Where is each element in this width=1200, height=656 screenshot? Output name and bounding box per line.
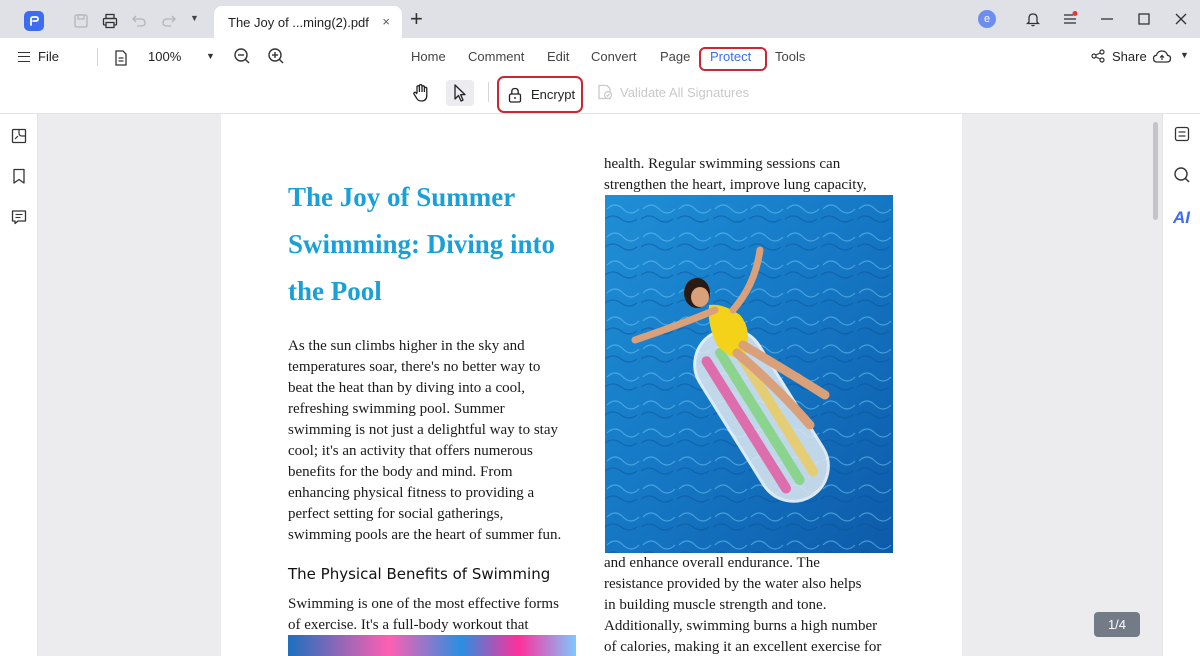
title-line: Swimming: Diving into (288, 229, 556, 259)
text-line: and enhance overall endurance. The (604, 555, 820, 571)
text-line: As the sun climbs higher in the sky and (288, 338, 525, 354)
print-icon[interactable] (101, 12, 119, 30)
hamburger-icon (18, 52, 30, 62)
quick-access-dropdown-icon[interactable]: ▼ (190, 13, 199, 23)
encrypt-button[interactable] (497, 76, 583, 113)
left-sidebar (0, 114, 38, 656)
comment-icon[interactable] (10, 208, 28, 226)
protect-tab-highlight (699, 47, 767, 71)
title-line: the Pool (288, 276, 382, 306)
text-line: strengthen the heart, improve lung capacity, (604, 177, 867, 193)
share-button[interactable] (1090, 48, 1147, 64)
text-line: of exercise. It's a full-body workout that (288, 617, 529, 633)
title-line: The Joy of Summer (288, 182, 516, 212)
pointer-icon[interactable] (446, 80, 474, 106)
text-line: Additionally, swimming burns a high number (604, 618, 878, 634)
text-line: resistance provided by the water also helps (604, 576, 862, 592)
right-sidebar (1162, 114, 1200, 656)
thumbnail-icon[interactable] (10, 127, 28, 145)
text-line: health. Regular swimming sessions can (604, 156, 841, 172)
section-heading: The Physical Benefits of Swimming (288, 565, 551, 583)
undo-icon[interactable] (130, 12, 148, 30)
file-menu-button[interactable] (18, 49, 59, 64)
text-line: swimming pools are the heart of summer fun. (288, 527, 562, 543)
toolbar (0, 38, 1200, 114)
page-indicator: 1/4 (1094, 612, 1140, 637)
pool-floats-image (288, 635, 576, 656)
signature-check-icon (596, 83, 614, 101)
minimize-icon[interactable] (1098, 10, 1116, 28)
bookmark-icon[interactable] (10, 167, 28, 185)
share-icon (1090, 48, 1106, 64)
document-tab-title: The Joy of ...ming(2).pdf (228, 15, 369, 30)
intro-paragraph (288, 336, 588, 546)
ai-assistant-button[interactable]: AI (1173, 208, 1190, 227)
text-line: enhancing physical fitness to providing a (288, 485, 535, 501)
tab-tools[interactable]: Tools (775, 49, 806, 64)
document-tab[interactable] (214, 6, 402, 38)
title-bar (0, 0, 1200, 38)
text-line: perfect setting for social gatherings, (288, 506, 504, 522)
zoom-dropdown-icon[interactable]: ▼ (206, 51, 215, 61)
search-icon[interactable] (1173, 166, 1191, 184)
toolbar-divider (97, 48, 98, 66)
validate-signatures-label: Validate All Signatures (620, 84, 750, 100)
more-dropdown-icon[interactable]: ▼ (1180, 50, 1189, 60)
properties-icon[interactable] (1173, 125, 1191, 143)
tab-protect[interactable]: Protect (710, 49, 752, 64)
column2-paragraph-top (604, 154, 904, 196)
avatar[interactable]: e (978, 10, 996, 28)
page-view-icon[interactable] (113, 49, 129, 72)
text-line: temperatures soar, there's no better way to (288, 359, 541, 375)
redo-icon[interactable] (160, 12, 178, 30)
column2-paragraph-bottom (604, 553, 904, 656)
share-label: Share (1112, 48, 1147, 64)
validate-signatures-button[interactable] (596, 83, 749, 101)
tab-home[interactable]: Home (411, 49, 446, 64)
document-title (288, 174, 588, 315)
vertical-scrollbar[interactable] (1153, 122, 1158, 220)
text-line: swimming is not just a delightful way to stay (288, 422, 558, 438)
text-line: of calories, making it an excellent exercise for (604, 639, 882, 655)
zoom-level[interactable]: 100% (148, 49, 182, 64)
tab-convert[interactable]: Convert (591, 49, 637, 64)
benefits-paragraph (288, 594, 588, 636)
cloud-upload-icon[interactable] (1152, 48, 1172, 71)
text-line: benefits for the body and mind. From (288, 464, 513, 480)
zoom-in-icon[interactable] (267, 47, 285, 70)
text-line: beat the heat than by diving into a cool, (288, 380, 526, 396)
close-tab-icon[interactable]: × (382, 14, 390, 29)
text-line: in building muscle strength and tone. (604, 597, 827, 613)
menu-icon[interactable] (1061, 10, 1079, 33)
pdf-page (221, 114, 962, 656)
lock-icon (506, 86, 524, 104)
save-icon[interactable] (72, 12, 90, 30)
close-icon[interactable] (1172, 10, 1190, 28)
zoom-out-icon[interactable] (233, 47, 251, 70)
tab-comment[interactable]: Comment (468, 49, 525, 64)
toolbar-divider (488, 82, 489, 102)
encrypt-label: Encrypt (531, 87, 576, 102)
hand-icon[interactable] (410, 82, 432, 104)
new-tab-button[interactable]: + (410, 6, 423, 31)
text-line: cool; it's an activity that offers numerous (288, 443, 533, 459)
bell-icon[interactable] (1024, 10, 1042, 33)
app-logo-icon[interactable] (24, 11, 44, 31)
file-menu-label: File (38, 49, 59, 64)
text-line: Swimming is one of the most effective forms (288, 596, 559, 612)
tab-page[interactable]: Page (660, 49, 691, 64)
swimmer-pool-image (605, 195, 893, 553)
tab-edit[interactable]: Edit (547, 49, 570, 64)
maximize-icon[interactable] (1135, 10, 1153, 28)
text-line: refreshing swimming pool. Summer (288, 401, 505, 417)
